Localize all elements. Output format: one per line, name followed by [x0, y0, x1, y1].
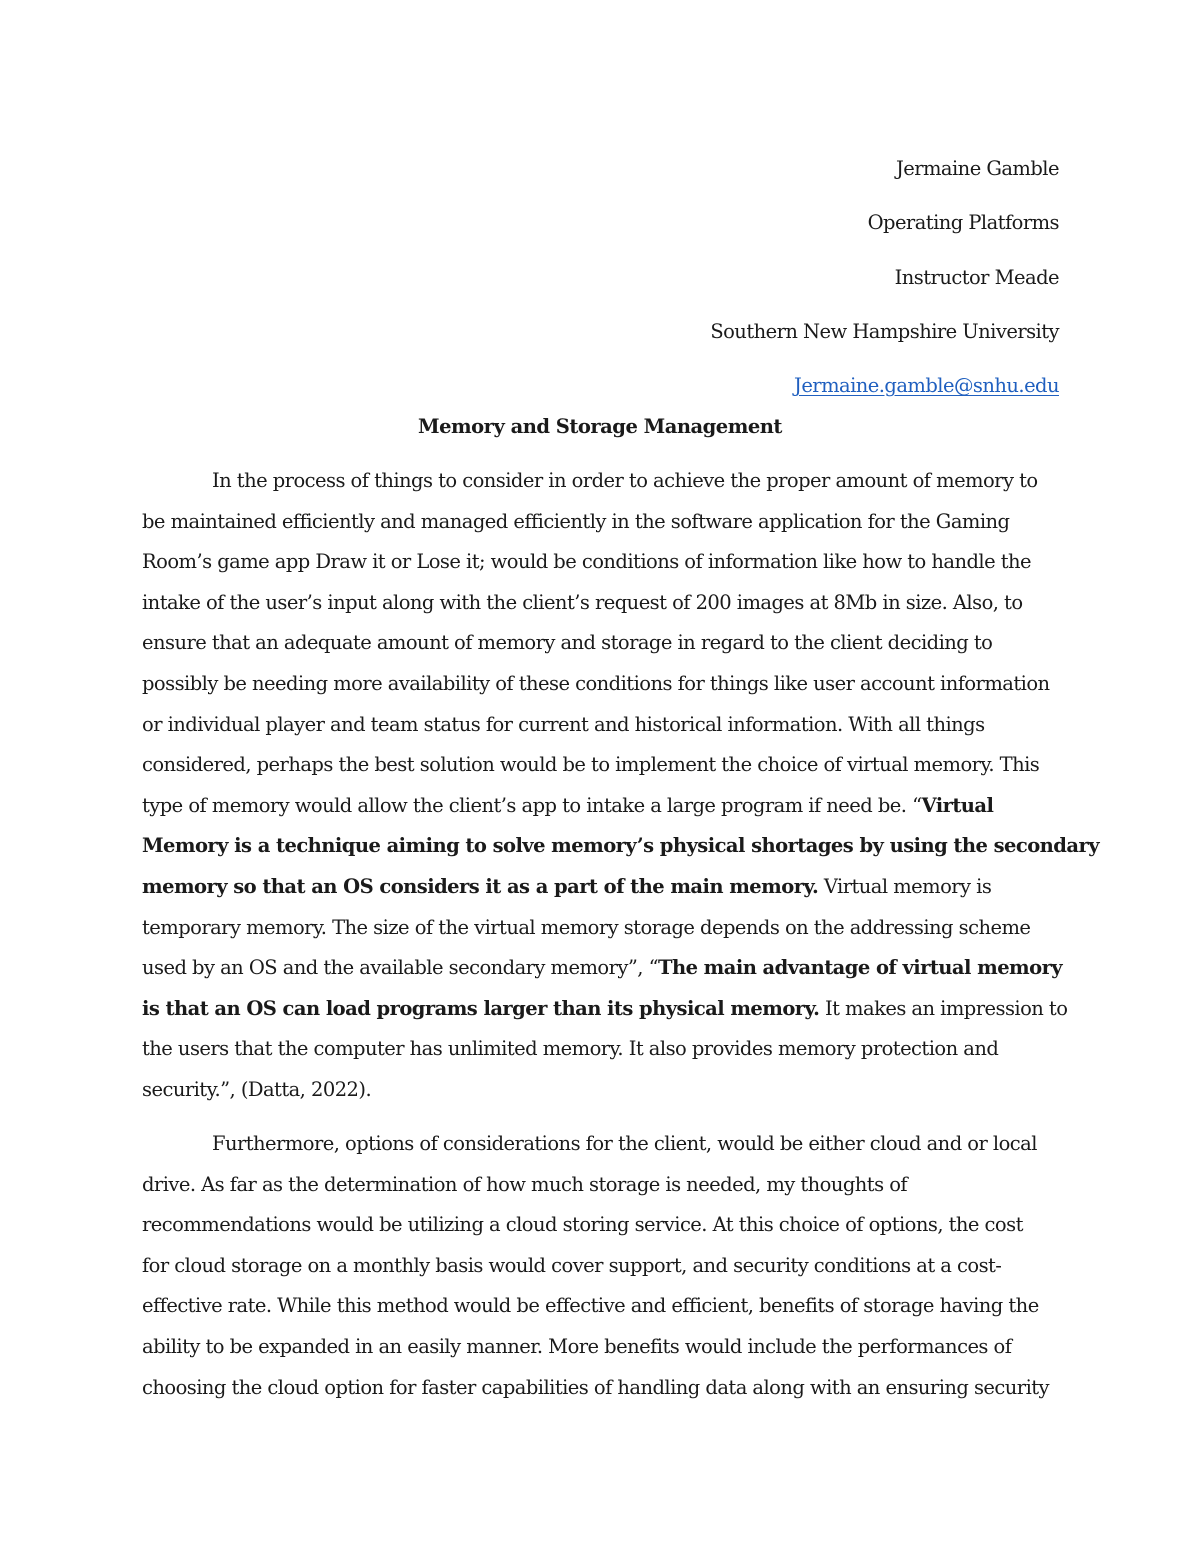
paragraph-line — [142, 948, 1082, 989]
instructor-name: Instructor Meade — [894, 265, 1059, 289]
quote-bold-text: The main advantage of virtual memory — [657, 956, 1063, 980]
paragraph-line: or individual player and team status for current and historical information. With all things — [142, 712, 985, 736]
document-title: Memory and Storage Management — [418, 415, 782, 438]
paragraph-text: type of memory would allow the client’s app to intake a large program if need be. “ — [142, 793, 922, 817]
paragraph-text: used by an OS and the available secondary memory”, “ — [142, 956, 658, 980]
paragraph-line: the users that the computer has unlimited memory. It also provides memory protection and — [142, 1037, 999, 1061]
paragraph-2 — [142, 1124, 1082, 1408]
email-line — [710, 359, 1059, 413]
quote-bold-text: Memory is a technique aiming to solve memory’s physical shortages by using the secondary — [142, 834, 1099, 858]
paragraph-line: recommendations would be utilizing a cloud storing service. At this choice of options, the cost — [142, 1213, 1023, 1237]
paragraph-line: temporary memory. The size of the virtual memory storage depends on the addressing scheme — [142, 915, 1031, 939]
course-name: Operating Platforms — [867, 211, 1059, 235]
paragraph-text: It makes an impression to — [819, 996, 1068, 1020]
paragraph-line: choosing the cloud option for faster capabilities of handling data along with an ensuring security — [142, 1375, 1050, 1399]
quote-bold-text: Virtual — [921, 793, 994, 817]
quote-bold-text: is that an OS can load programs larger than its physical memory. — [142, 996, 820, 1020]
paragraph-line: possibly be needing more availability of these conditions for things like user account information — [142, 671, 1050, 695]
author-name: Jermaine Gamble — [895, 157, 1059, 180]
quote-bold-text: memory so that an OS considers it as a part of the main memory. — [142, 874, 819, 898]
paragraph-line — [142, 989, 1082, 1030]
paragraph-line — [142, 786, 1082, 827]
email-link[interactable]: Jermaine.gamble@snhu.edu — [794, 374, 1059, 398]
header-block — [710, 142, 1059, 413]
paragraph-line: considered, perhaps the best solution would be to implement the choice of virtual memory. This — [142, 753, 1040, 777]
paragraph-line: Furthermore, options of considerations for the client, would be either cloud and or local — [212, 1132, 1037, 1155]
paragraph-line — [142, 867, 1082, 908]
paragraph-line: In the process of things to consider in order to achieve the proper amount of memory to — [212, 469, 1038, 492]
paragraph-line: for cloud storage on a monthly basis would cover support, and security conditions at a cost- — [142, 1253, 1002, 1277]
paragraph-line: intake of the user’s input along with the client’s request of 200 images at 8Mb in size. Also, to — [142, 590, 1023, 614]
paragraph-line: drive. As far as the determination of how much storage is needed, my thoughts of — [142, 1172, 908, 1196]
paragraph-line: Room’s game app Draw it or Lose it; would be conditions of information like how to handle the — [142, 550, 1032, 574]
paragraph-line: security.”, (Datta, 2022). — [142, 1077, 372, 1101]
paragraph-line: ability to be expanded in an easily manner. More benefits would include the performances of — [142, 1334, 1012, 1358]
paragraph-line: be maintained efficiently and managed efficiently in the software application for the Gaming — [142, 509, 1010, 533]
paragraph-line: effective rate. While this method would be effective and efficient, benefits of storage having the — [142, 1294, 1039, 1318]
paragraph-line — [142, 826, 1099, 867]
paragraph-line: ensure that an adequate amount of memory and storage in regard to the client deciding to — [142, 631, 993, 655]
paragraph-1 — [142, 461, 1099, 1111]
paragraph-text: Virtual memory is — [818, 874, 992, 898]
institution-name: Southern New Hampshire University — [710, 319, 1059, 343]
